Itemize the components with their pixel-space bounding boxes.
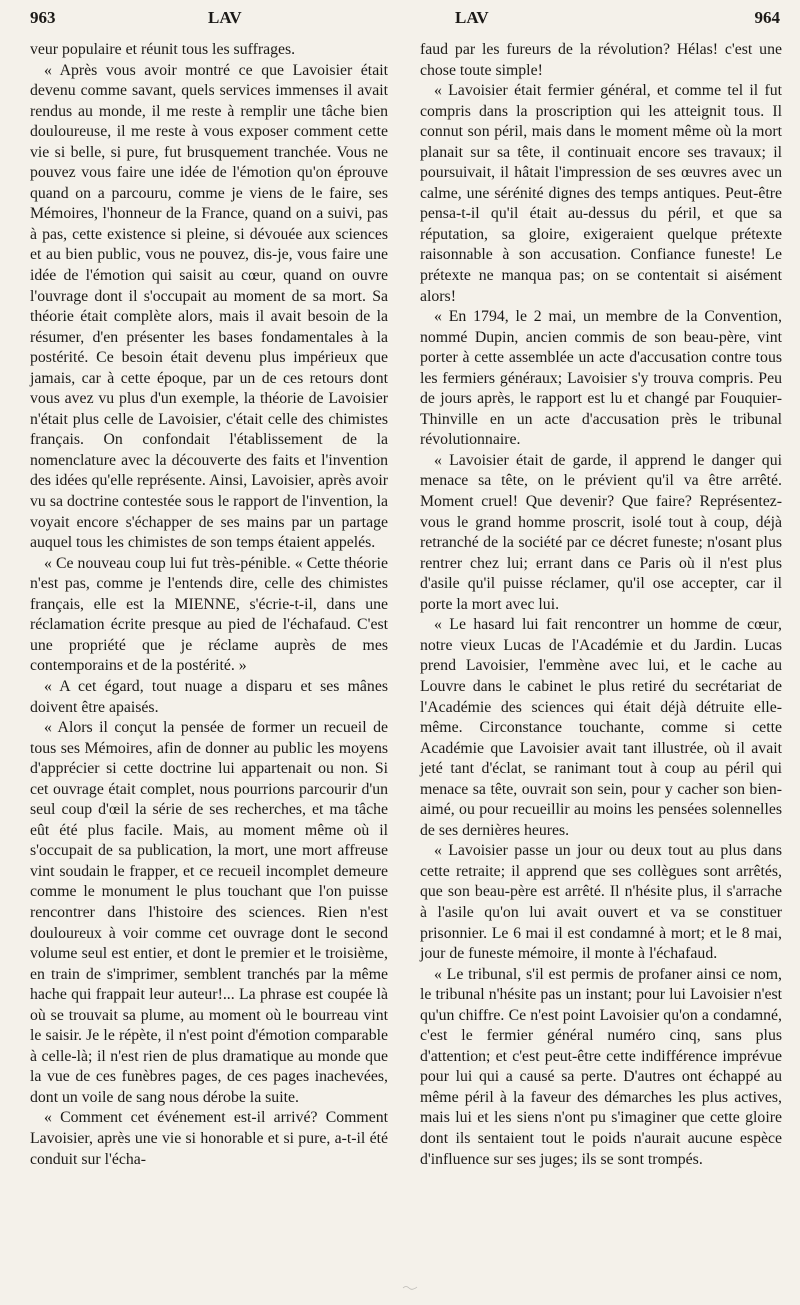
- paragraph: faud par les fureurs de la révolution? Hélas! c'est une chose toute simple!: [420, 41, 782, 79]
- paragraph: « Le tribunal, s'il est permis de profaner ainsi ce nom, le tribunal n'hésite pas un instant; pour lui Lavoisier n'est qu'un chiffre. Ce n'est point Lavoisier qu'on a condamné, c'est le fermier général numéro cinq, sans plus d'attention; et c'est peut-être cette indifférence imprévue pour lui qui a causé sa perte. D'autres ont échappé au même péril à la faveur des démarches les plus actives, mais lui et les siens n'ont pu s'imaginer que cette gloire dont ils sentaient tout le poids n'aurait aucune espèce d'influence sur ses juges; ils se sont trompés.: [420, 965, 782, 1168]
- paragraph: « Lavoisier était de garde, il apprend le danger qui menace sa tête, on le prévient qu'il va être arrêté. Moment cruel! Que devenir? Que faire? Représentez-vous le grand homme proscrit, isolé tout à coup, déjà retranché de la société par ce décret funeste; n'osant plus rentrer chez lui; errant dans ce Paris où il n'est plus d'asile qu'il puisse réclamer, qu'il ose accepter, car il porte la mort avec lui.: [420, 451, 782, 613]
- paragraph: « Après vous avoir montré ce que Lavoisier était devenu comme savant, quels services immenses il avait rendus au monde, il me reste à remplir une tâche bien douloureuse, il me reste à vous exposer comment cette vie si belle, si pure, fut brusquement tranchée. Vous ne pouvez vous faire une idée de l'émotion qu'on éprouve quand on a parcouru, comme je viens de le faire, ses Mémoires, l'honneur de la France, quand on a suivi, pas à pas, cette existence si pleine, si dévouée aux sciences et au bien public, vous ne pouvez, dis-je, vous faire une idée de l'émotion qui saisit au cœur, quand on ouvre l'ouvrage dont il s'occupait au moment de sa mort. Sa théorie était complète alors, mais il avait besoin de la résumer, d'en présenter les bases fondamentales à la postérité. Ce besoin était devenu plus impérieux que jamais, car à cette époque, par un de ces retours dont vous avez vu plus d'un exemple, la théorie de Lavoisier n'était plus celle de Lavoisier, c'était celle des chimistes français. On confondait l'établissement de la nomenclature avec la découverte des faits et l'invention des idées qu'elle représente. Ainsi, Lavoisier, après avoir vu sa doctrine contestée sous le rapport de l'invention, la voyait encore s'échapper de ses mains par un partage auquel tous les chimistes de son temps étaient appelés.: [30, 61, 388, 552]
- paragraph: « Ce nouveau coup lui fut très-pénible. « Cette théorie n'est pas, comme je l'entends dire, celle des chimistes français, elle est la MIENNE, s'écrie-t-il, dans une réclamation écrite presque au pied de l'échafaud. C'est une propriété que je réclame auprès de mes contemporains et de la postérité. »: [30, 554, 388, 675]
- paragraph: « A cet égard, tout nuage a disparu et ses mânes doivent être apaisés.: [30, 677, 388, 716]
- left-text-column: [30, 40, 388, 1170]
- paragraph: « En 1794, le 2 mai, un membre de la Convention, nommé Dupin, ancien commis de son beau-père, vint porter à cette assemblée un acte d'accusation contre tous les fermiers généraux; Lavoisier s'y trouva compris. Peu de jours après, le rapport est lu et changé par Fouquier-Thinville en un acte d'accusation près le tribunal révolutionnaire.: [420, 308, 782, 449]
- left-page-number: 963: [30, 8, 56, 27]
- paragraph: « Comment cet événement est-il arrivé? Comment Lavoisier, après une vie si honorable et si pure, a-t-il été conduit sur l'écha-: [30, 1109, 388, 1168]
- right-text-column: [420, 40, 782, 1170]
- right-page-number: 964: [754, 8, 780, 27]
- paragraph: veur populaire et réunit tous les suffrages.: [30, 41, 296, 58]
- paragraph: « Lavoisier passe un jour ou deux tout au plus dans cette retraite; il apprend que ses collègues sont arrêtés, que son beau-père est arrêté. Il n'hésite plus, il s'arrache à l'asile qu'on lui avait ouvert et va se constituer prisonnier. Le 6 mai il est condamné à mort; et le 8 mai, jour de funeste mémoire, il monte à l'échafaud.: [420, 842, 782, 963]
- running-header: [30, 8, 780, 34]
- paragraph: « Lavoisier était fermier général, et comme tel il fut compris dans la proscription qui les atteignit tous. Il connut son péril, mais dans le moment même où la mort planait sur sa tête, il continuait encore ses travaux; il poursuivait, il hâtait l'impression de ses œuvres avec un calme, une sérénité dignes des temps antiques. Peut-être pensa-t-il qu'il était au-dessus du péril, et que sa réputation, sa gloire, exigeraient quelque prétexte raisonnable à son accusation. Confiance funeste! Le prétexte ne manqua pas; on se contentait si aisément alors!: [420, 82, 782, 305]
- print-smudge: [402, 1283, 418, 1289]
- right-running-head: LAV: [455, 8, 489, 27]
- paragraph: « Alors il conçut la pensée de former un recueil de tous ses Mémoires, afin de donner au public les moyens d'apprécier si cette doctrine lui appartenait ou non. Si cet ouvrage était complet, nous pourrions parcourir d'un seul coup d'œil la série de ses recherches, et ma tâche eût été plus facile. Mais, au moment même où il s'occupait de sa publication, la mort, une mort affreuse vint soudain le frapper, et ce recueil incomplet demeure comme le monument le plus touchant que l'on puisse rencontrer dans l'histoire des sciences. Rien n'est douloureux à voir comme cet ouvrage dont le second volume seul est entier, et dont le premier et le troisième, en train de s'imprimer, semblent tranchés par la même hache qui frappait leur auteur!... La phrase est coupée là où se trouvait sa plume, au moment où le bourreau vint le saisir. Je le répète, il n'est point d'émotion comparable à celle-là; il n'est rien de plus dramatique au monde que la vue de ces funèbres pages, de ces pages inachevées, dont un voile de sang nous dérobe la suite.: [30, 719, 388, 1106]
- left-running-head: LAV: [208, 8, 242, 27]
- paragraph: « Le hasard lui fait rencontrer un homme de cœur, notre vieux Lucas de l'Académie et du Jardin. Lucas prend Lavoisier, l'emmène avec lui, et le cache au Louvre dans le cabinet le plus retiré du secrétariat de l'Académie des sciences qui était déjà détruite elle-même. Circonstance touchante, comme si cette Académie que Lavoisier avait tant illustrée, où il avait jeté tant d'éclat, se ranimant tout à coup au péril qui menace sa tête, ouvrait son sein, pour y cacher son bien-aimé, ou pour recueillir au moins les pensées solennelles de ses dernières heures.: [420, 616, 782, 839]
